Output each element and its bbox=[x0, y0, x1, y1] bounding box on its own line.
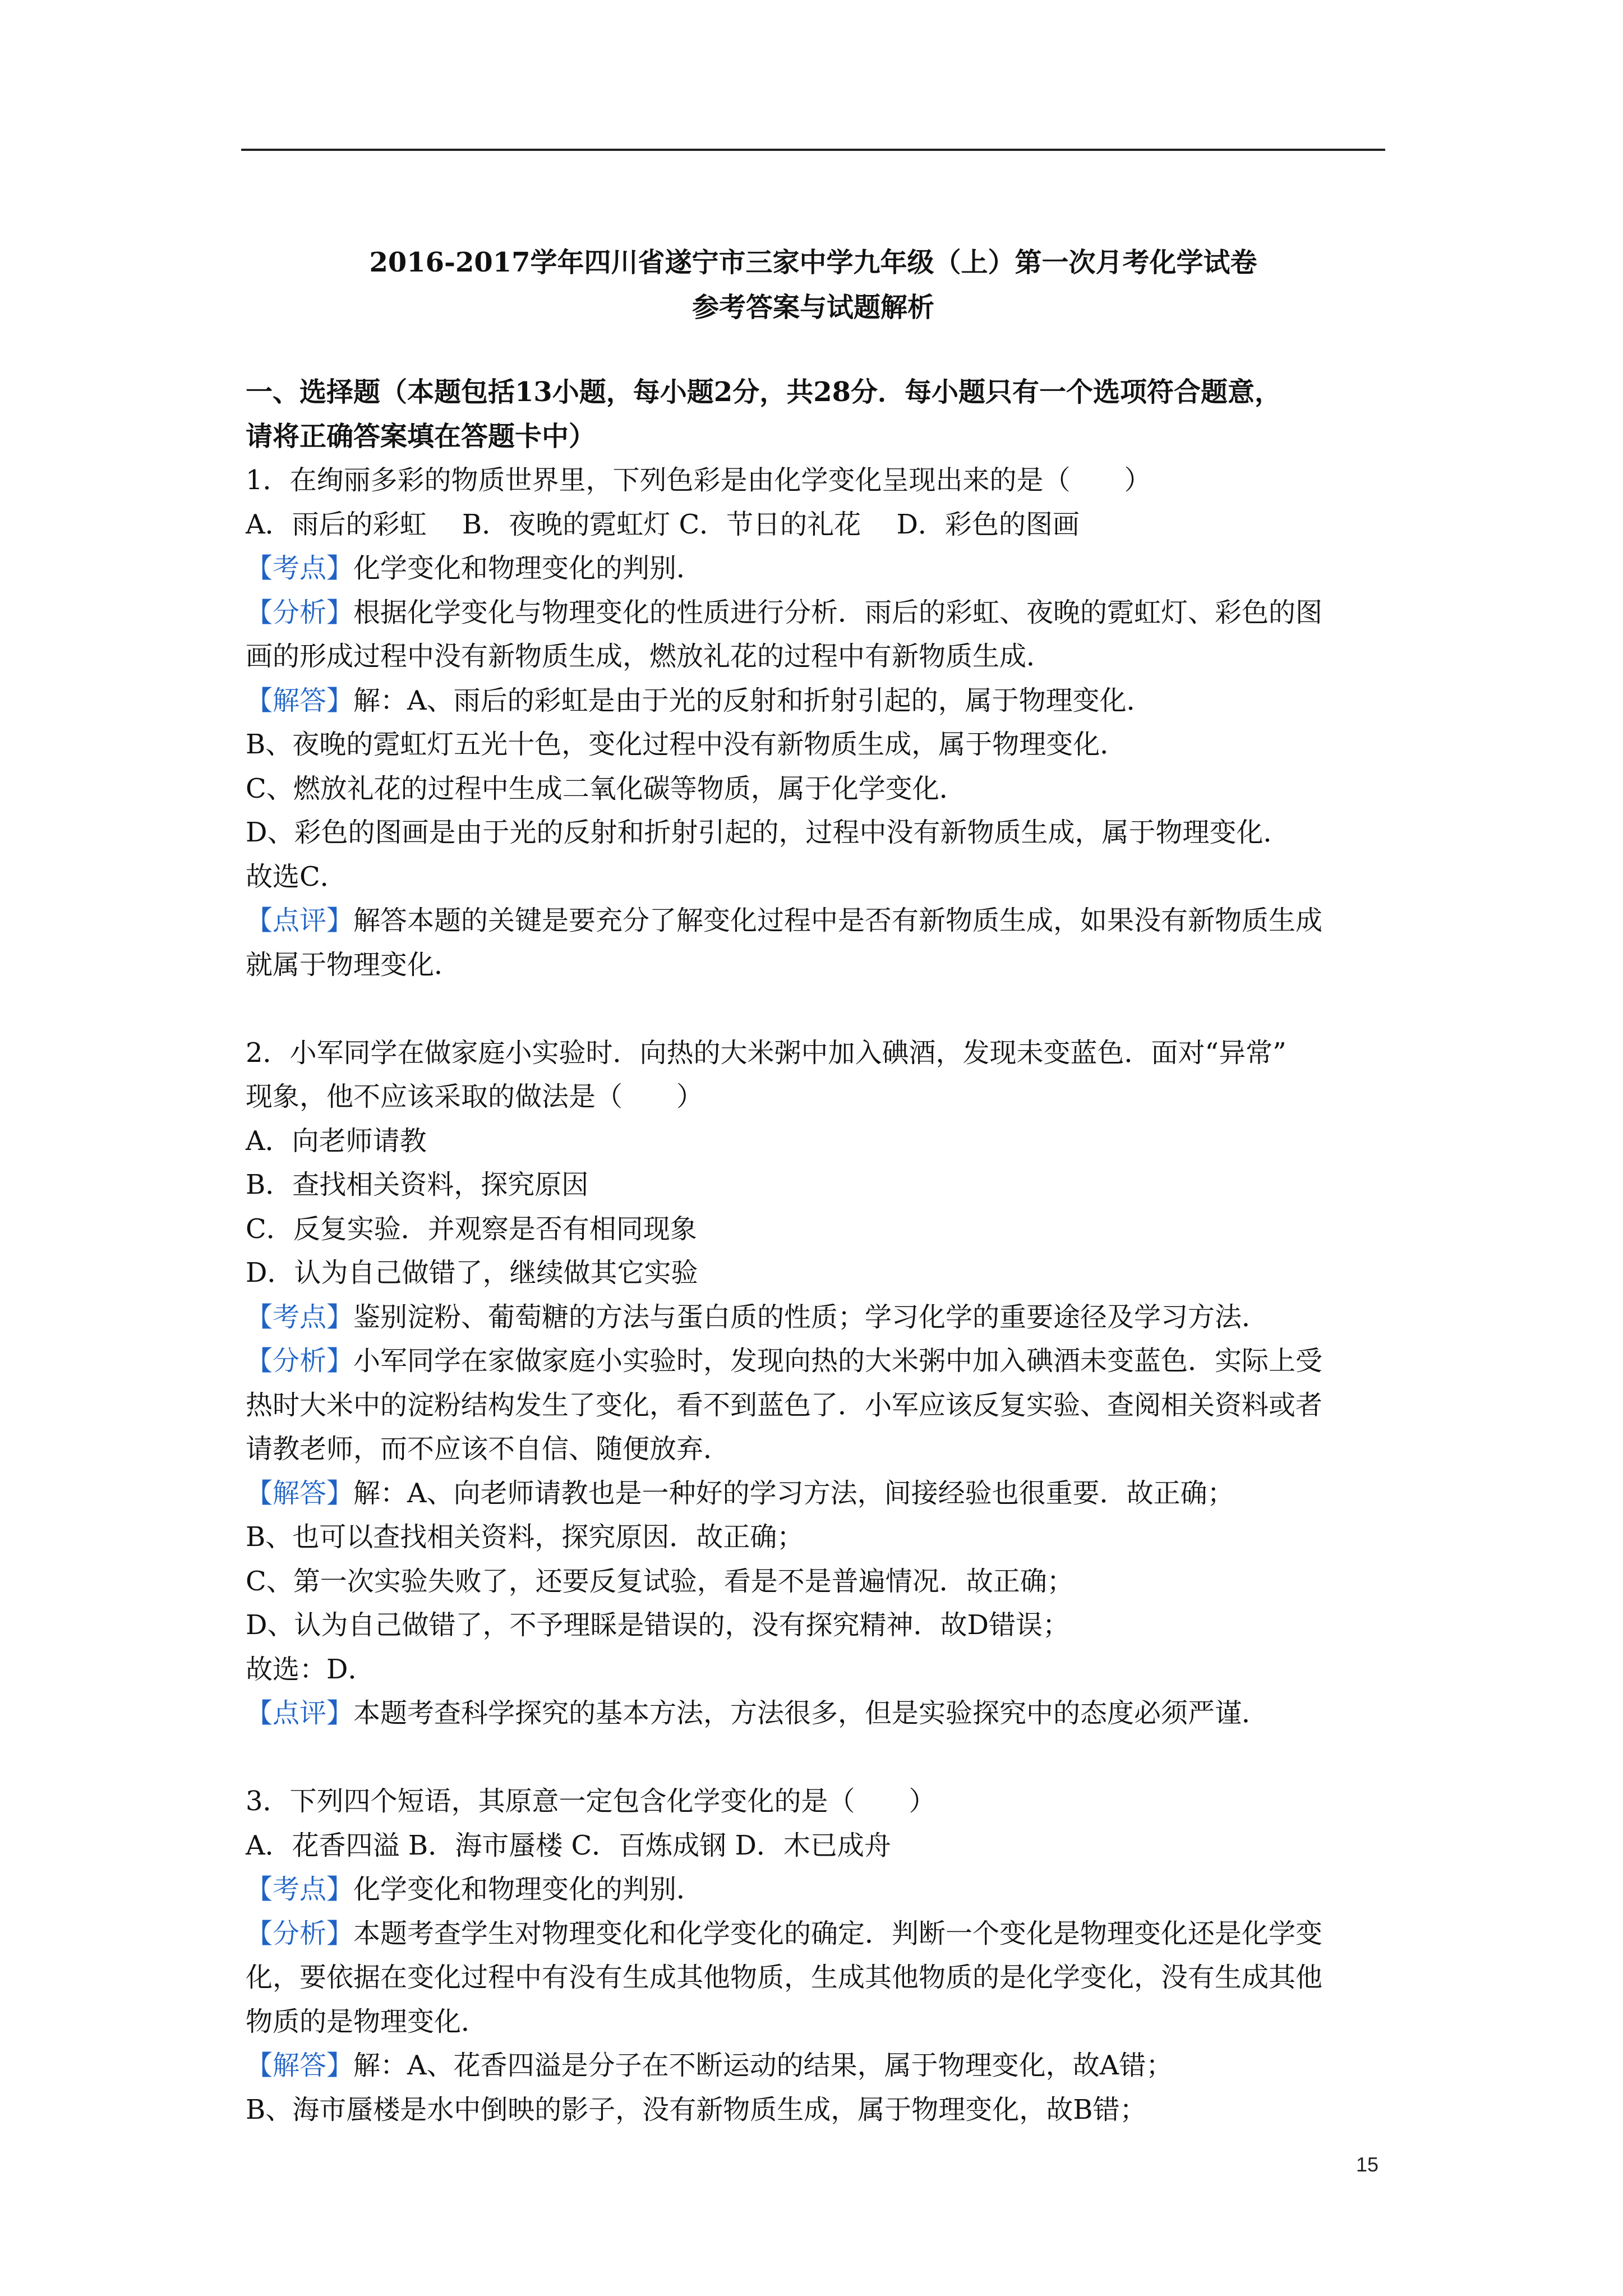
jieda-text: D、认为自己做错了，不予理睬是错误的，没有探究精神．故D错误； bbox=[246, 1609, 1069, 1641]
fenxi-tag: 【分析】 bbox=[246, 596, 354, 628]
dianping-text: 解答本题的关键是要充分了解变化过程中是否有新物质生成，如果没有新物质生成 bbox=[353, 905, 1323, 936]
jieda-tag: 【解答】 bbox=[246, 1477, 354, 1509]
spacer bbox=[246, 987, 1390, 1031]
fenxi-text: 请教老师，而不应该不自信、随便放弃． bbox=[246, 1433, 731, 1465]
question-1 bbox=[246, 458, 1390, 987]
header-rule bbox=[241, 149, 1385, 151]
fenxi-text: 小军同学在家做家庭小实验时，发现向热的大米粥中加入碘酒未变蓝色．实际上受 bbox=[353, 1345, 1323, 1377]
fenxi-row bbox=[246, 1339, 1390, 1383]
fenxi-tag: 【分析】 bbox=[246, 1917, 354, 1949]
kaodian-text: 化学变化和物理变化的判别． bbox=[353, 553, 704, 584]
kaodian-row bbox=[246, 546, 1390, 591]
question-2 bbox=[246, 1031, 1390, 1736]
question-option: C．反复实验．并观察是否有相同现象 bbox=[246, 1213, 697, 1245]
fenxi-text: 热时大米中的淀粉结构发生了变化，看不到蓝色了．小军应该反复实验、查阅相关资料或者 bbox=[246, 1389, 1323, 1421]
question-options: A．雨后的彩虹 B．夜晚的霓虹灯 C．节日的礼花 D．彩色的图画 bbox=[246, 508, 1080, 540]
question-stem: 1．在绚丽多彩的物质世界里，下列色彩是由化学变化呈现出来的是（ ） bbox=[246, 464, 1151, 496]
kaodian-row bbox=[246, 1295, 1390, 1340]
fenxi-text: 化，要依据在变化过程中有没有生成其他物质，生成其他物质的是化学变化，没有生成其他 bbox=[246, 1962, 1323, 1993]
jieda-text: 解：A、花香四溢是分子在不断运动的结果，属于物理变化，故A错； bbox=[353, 2050, 1173, 2081]
fenxi-text: 根据化学变化与物理变化的性质进行分析．雨后的彩虹、夜晚的霓虹灯、彩色的图 bbox=[353, 596, 1323, 628]
jieda-text: D、彩色的图画是由于光的反射和折射引起的，过程中没有新物质生成，属于物理变化． bbox=[246, 817, 1290, 848]
dianping-text: 就属于物理变化． bbox=[246, 949, 462, 981]
question-option: B．查找相关资料，探究原因 bbox=[246, 1169, 589, 1200]
jieda-text: 故选C． bbox=[246, 861, 347, 892]
jieda-tag: 【解答】 bbox=[246, 684, 354, 716]
question-option: A．向老师请教 bbox=[246, 1125, 427, 1157]
dianping-row bbox=[246, 1691, 1390, 1736]
kaodian-text: 鉴别淀粉、葡萄糖的方法与蛋白质的性质；学习化学的重要途径及学习方法． bbox=[353, 1301, 1269, 1333]
kaodian-tag: 【考点】 bbox=[246, 553, 354, 584]
fenxi-tag: 【分析】 bbox=[246, 1345, 354, 1377]
jieda-text: B、夜晚的霓虹灯五光十色，变化过程中没有新物质生成，属于物理变化． bbox=[246, 729, 1127, 760]
fenxi-row bbox=[246, 591, 1390, 635]
jieda-text: 解：A、向老师请教也是一种好的学习方法，间接经验也很重要．故正确； bbox=[353, 1477, 1234, 1509]
jieda-row bbox=[246, 1471, 1390, 1516]
fenxi-text: 画的形成过程中没有新物质生成，燃放礼花的过程中有新物质生成． bbox=[246, 641, 1054, 672]
dianping-tag: 【点评】 bbox=[246, 1697, 354, 1729]
document-body bbox=[246, 370, 1390, 2132]
page-subtitle: 参考答案与试题解析 bbox=[691, 292, 934, 323]
spacer bbox=[246, 1736, 1390, 1780]
question-option: D．认为自己做错了，继续做其它实验 bbox=[246, 1257, 698, 1289]
question-options: A．花香四溢 B．海市蜃楼 C．百炼成钢 D．木已成舟 bbox=[246, 1829, 891, 1861]
dianping-row bbox=[246, 899, 1390, 943]
jieda-text: 解：A、雨后的彩虹是由于光的反射和折射引起的，属于物理变化． bbox=[353, 684, 1154, 716]
kaodian-tag: 【考点】 bbox=[246, 1874, 354, 1905]
fenxi-row bbox=[246, 1912, 1390, 1956]
kaodian-text: 化学变化和物理变化的判别． bbox=[353, 1874, 704, 1905]
fenxi-text: 物质的是物理变化． bbox=[246, 2005, 488, 2037]
section-heading-line: 一、选择题（本题包括13小题，每小题2分，共28分．每小题只有一个选项符合题意， bbox=[246, 376, 1281, 408]
question-stem: 2．小军同学在做家庭小实验时．向热的大米粥中加入碘酒，发现未变蓝色．面对“异常” bbox=[246, 1037, 1287, 1069]
dianping-tag: 【点评】 bbox=[246, 905, 354, 936]
kaodian-row bbox=[246, 1867, 1390, 1912]
page-title: 2016-2017学年四川省遂宁市三家中学九年级（上）第一次月考化学试卷 bbox=[369, 247, 1257, 278]
dianping-text: 本题考查科学探究的基本方法，方法很多，但是实验探究中的态度必须严谨． bbox=[353, 1697, 1269, 1729]
kaodian-tag: 【考点】 bbox=[246, 1301, 354, 1333]
section-heading-line: 请将正确答案填在答题卡中） bbox=[246, 420, 596, 452]
fenxi-text: 本题考查学生对物理变化和化学变化的确定．判断一个变化是物理变化还是化学变 bbox=[353, 1917, 1323, 1949]
jieda-text: B、也可以查找相关资料，探究原因．故正确； bbox=[246, 1521, 804, 1553]
question-3 bbox=[246, 1779, 1390, 2132]
question-stem: 现象，他不应该采取的做法是（ ） bbox=[246, 1081, 704, 1112]
jieda-tag: 【解答】 bbox=[246, 2050, 354, 2081]
jieda-text: 故选：D． bbox=[246, 1653, 375, 1685]
jieda-text: C、燃放礼花的过程中生成二氧化碳等物质，属于化学变化． bbox=[246, 772, 966, 804]
question-stem: 3．下列四个短语，其原意一定包含化学变化的是（ ） bbox=[246, 1786, 936, 1817]
jieda-row bbox=[246, 679, 1390, 723]
jieda-text: B、海市蜃楼是水中倒映的影子，没有新物质生成，属于物理变化，故B错； bbox=[246, 2093, 1147, 2125]
jieda-row bbox=[246, 2044, 1390, 2088]
jieda-text: C、第一次实验失败了，还要反复试验，看是不是普遍情况．故正确； bbox=[246, 1565, 1074, 1597]
page-number: 15 bbox=[1356, 2153, 1379, 2176]
